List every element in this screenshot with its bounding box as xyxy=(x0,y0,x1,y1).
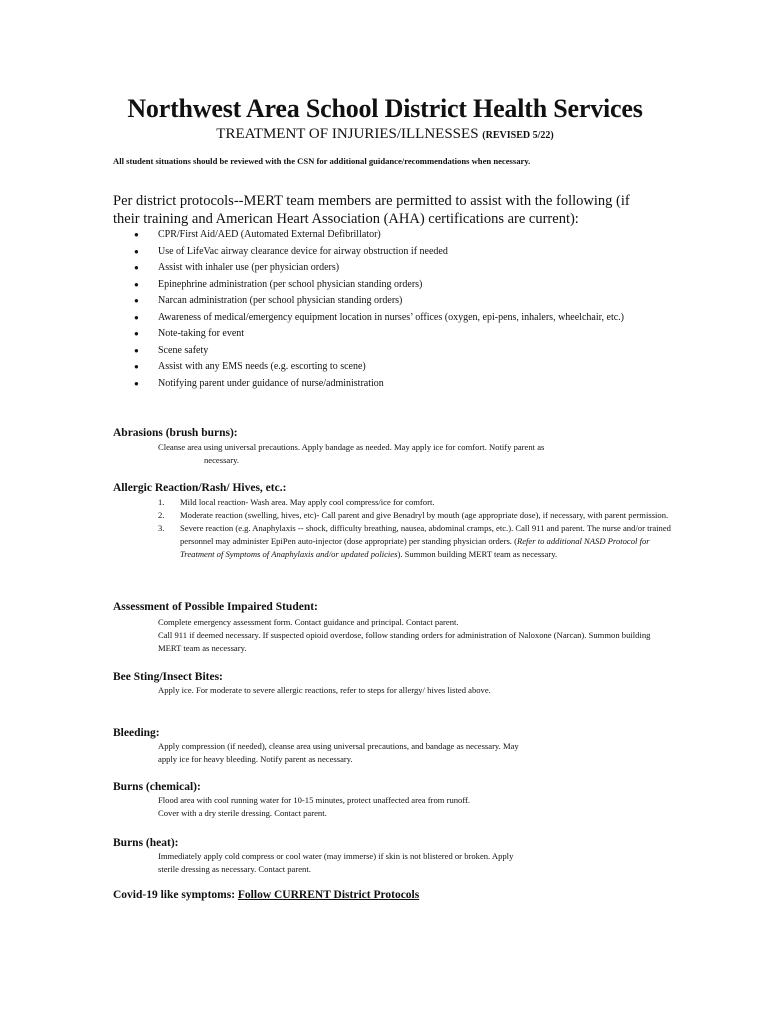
section-line: Call 911 if deemed necessary. If suspected opioid overdose, follow standing orders for administration of Naloxone (Narcan). Summon building MERT team as necessary. xyxy=(158,630,651,653)
list-item xyxy=(113,522,673,561)
section-line: Cleanse area using universal precautions. Apply bandage as needed. May apply ice for comfort. Notify parent as xyxy=(158,442,545,452)
section-line: Flood area with cool running water for 10-15 minutes, protect unaffected area from runoff. xyxy=(158,795,471,805)
list-item: ● Awareness of medical/emergency equipment location in nurses’ offices (oxygen, epi-pens, inhalers, wheelchair, etc.) xyxy=(113,310,653,327)
list-item: ● CPR/First Aid/AED (Automated External Defibrillator) xyxy=(113,227,653,244)
list-item xyxy=(113,509,673,522)
list-item: ● Notifying parent under guidance of nurse/administration xyxy=(113,376,653,393)
section-heading: Burns (chemical): xyxy=(113,781,201,793)
mert-duties-list xyxy=(113,227,653,392)
subtitle-text: TREATMENT OF INJURIES/ILLNESSES xyxy=(216,126,479,142)
step-number: 1. xyxy=(158,497,165,507)
section-bee-sting xyxy=(113,670,673,697)
section-heading: Bleeding: xyxy=(113,727,160,739)
list-item: ● Assist with inhaler use (per physician orders) xyxy=(113,260,653,277)
protocol-reference: Refer to additional NASD Protocol for Treatment of Symptoms of Anaphylaxis and/or updated policies xyxy=(180,536,650,559)
section-body xyxy=(158,441,673,467)
section-line: Cover with a dry sterile dressing. Contact parent. xyxy=(158,808,327,818)
mert-intro-text: Per district protocols--MERT team members are permitted to assist with the following (if their training and American Heart Association (AHA) certifications are current): xyxy=(113,193,630,227)
section-heading xyxy=(113,888,673,902)
list-item xyxy=(113,496,673,509)
section-bleeding xyxy=(113,726,673,766)
step-text: Severe reaction (e.g. Anaphylaxis -- shock, difficulty breathing, nausea, abdominal cramps, etc.). Call 911 and parent. The nurse and/or trained personnel may administer EpiPen auto-injector (dose appropriate) per standing physician orders. ( xyxy=(180,523,671,546)
list-item: ● Use of LifeVac airway clearance device for airway obstruction if needed xyxy=(113,244,653,261)
list-item: ● Narcan administration (per school physician standing orders) xyxy=(113,293,653,310)
section-heading: Assessment of Possible Impaired Student: xyxy=(113,601,318,613)
revision-label: (REVISED 5/22) xyxy=(482,130,554,141)
step-number: 2. xyxy=(158,510,165,520)
list-item: ● Assist with any EMS needs (e.g. escorting to scene) xyxy=(113,359,653,376)
section-body xyxy=(158,794,673,820)
allergic-steps-list xyxy=(113,496,673,561)
section-burns-chemical xyxy=(113,780,673,820)
step-text: Mild local reaction- Wash area. May apply cool compress/ice for comfort. xyxy=(180,497,435,507)
section-impaired-student xyxy=(113,600,673,655)
list-item: ● Note-taking for event xyxy=(113,326,653,343)
section-heading: Allergic Reaction/Rash/ Hives, etc.: xyxy=(113,482,287,494)
section-body: Apply compression (if needed), cleanse area using universal precautions, and bandage as necessary. May apply ice for heavy bleeding. Notify parent as necessary. xyxy=(158,741,519,764)
section-line: Complete emergency assessment form. Contact guidance and principal. Contact parent. xyxy=(158,617,459,627)
section-line: necessary. xyxy=(204,455,239,465)
document-subtitle xyxy=(0,124,770,146)
section-heading: Bee Sting/Insect Bites: xyxy=(113,671,223,683)
csn-review-note: All student situations should be reviewed with the CSN for additional guidance/recommendations when necessary. xyxy=(113,156,531,166)
section-body xyxy=(158,616,658,655)
step-text-end: ). Summon building MERT team as necessary. xyxy=(397,549,558,559)
section-abrasions xyxy=(113,426,673,467)
section-covid xyxy=(113,888,673,902)
district-protocols-link[interactable]: Follow CURRENT District Protocols xyxy=(237,889,420,901)
section-burns-heat xyxy=(113,836,673,876)
section-body: Apply ice. For moderate to severe allergic reactions, refer to steps for allergy/ hives listed above. xyxy=(158,685,491,695)
list-item: ● Scene safety xyxy=(113,343,653,360)
document-title: Northwest Area School District Health Services xyxy=(127,94,643,123)
list-item: ● Epinephrine administration (per school physician standing orders) xyxy=(113,277,653,294)
covid-heading-label: Covid-19 like symptoms: xyxy=(113,889,236,901)
section-body: Immediately apply cold compress or cool water (may immerse) if skin is not blistered or broken. Apply sterile dressing as necessary. Contact parent. xyxy=(158,851,514,874)
step-number: 3. xyxy=(158,523,165,533)
section-heading: Abrasions (brush burns): xyxy=(113,427,238,439)
section-allergic-reaction xyxy=(113,481,673,561)
section-heading: Burns (heat): xyxy=(113,837,179,849)
step-text: Moderate reaction (swelling, hives, etc)- Call parent and give Benadryl by mouth (age appropriate dose), if necessary, with parent permission. xyxy=(180,510,669,520)
